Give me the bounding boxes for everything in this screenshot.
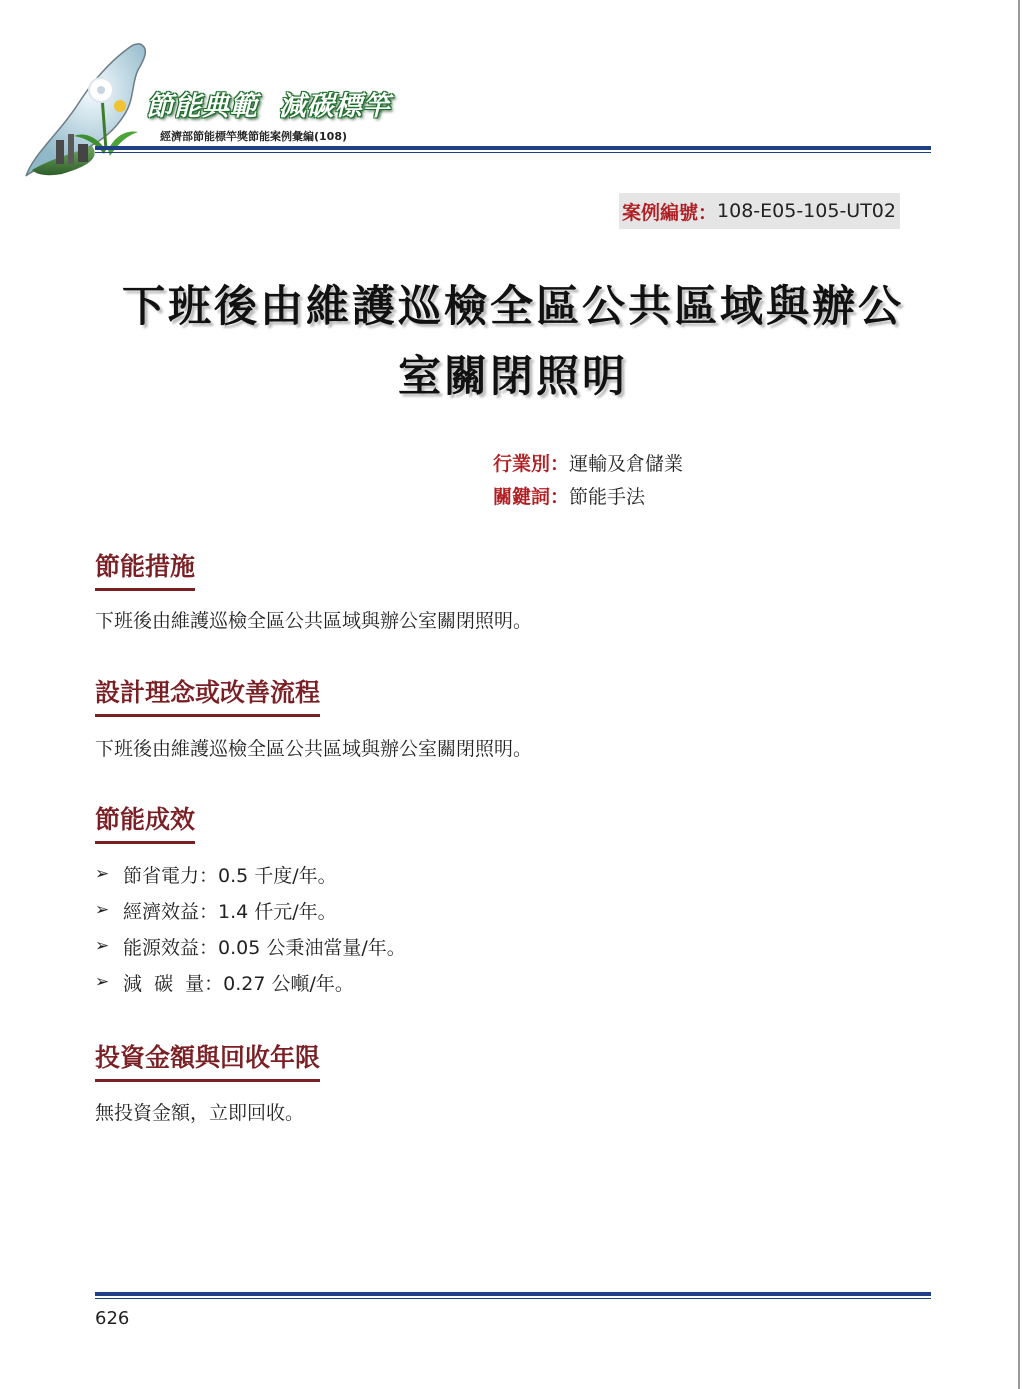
keyword-value: 節能手法 bbox=[569, 486, 646, 508]
list-item bbox=[95, 928, 406, 964]
list-item bbox=[95, 964, 406, 1000]
page-number: 626 bbox=[95, 1308, 130, 1329]
industry-label: 行業別： bbox=[493, 453, 570, 475]
header-rule-thin bbox=[95, 152, 931, 153]
title-line-1: 下班後由維護巡檢全區公共區域與辦公 bbox=[122, 282, 904, 332]
list-item bbox=[95, 892, 406, 928]
page-title bbox=[60, 272, 966, 412]
header-rule bbox=[95, 146, 931, 150]
section-text-investment: 無投資金額，立即回收。 bbox=[95, 1102, 305, 1124]
page-edge bbox=[1018, 0, 1020, 1389]
bullet-arrow-icon: ➢ bbox=[95, 900, 110, 920]
industry-value: 運輸及倉儲業 bbox=[569, 453, 684, 475]
case-number-label: 案例編號： bbox=[622, 201, 718, 224]
case-number-box bbox=[619, 193, 900, 229]
bullet-arrow-icon: ➢ bbox=[95, 972, 110, 992]
result-text: 節省電力：0.5 千度/年。 bbox=[123, 864, 337, 887]
brand-title: 節能典範 減碳標竿 bbox=[146, 91, 391, 122]
section-text-design: 下班後由維護巡檢全區公共區域與辦公室關閉照明。 bbox=[95, 738, 533, 760]
result-text: 經濟效益：1.4 仟元/年。 bbox=[123, 900, 337, 923]
bullet-arrow-icon: ➢ bbox=[95, 864, 110, 884]
brand-subtitle: 經濟部節能標竿獎節能案例彙編(108) bbox=[160, 130, 348, 143]
footer-rule-thin bbox=[95, 1298, 931, 1299]
section-heading-measures: 節能措施 bbox=[95, 547, 195, 591]
section-text-measures: 下班後由維護巡檢全區公共區域與辦公室關閉照明。 bbox=[95, 610, 533, 632]
keyword-row bbox=[493, 482, 645, 509]
title-line-2: 室關閉照明 bbox=[398, 352, 628, 402]
section-heading-results: 節能成效 bbox=[95, 800, 195, 844]
industry-row bbox=[493, 449, 683, 476]
result-text: 減 碳 量：0.27 公噸/年。 bbox=[123, 972, 354, 995]
case-number-value: 108-E05-105-UT02 bbox=[717, 200, 896, 222]
section-heading-investment: 投資金額與回收年限 bbox=[95, 1038, 320, 1082]
keyword-label: 關鍵詞： bbox=[493, 486, 570, 508]
list-item bbox=[95, 856, 406, 892]
result-text: 能源效益：0.05 公秉油當量/年。 bbox=[123, 936, 406, 959]
results-list bbox=[95, 856, 406, 1000]
footer-rule bbox=[95, 1292, 931, 1296]
section-heading-design: 設計理念或改善流程 bbox=[95, 673, 320, 717]
bullet-arrow-icon: ➢ bbox=[95, 936, 110, 956]
